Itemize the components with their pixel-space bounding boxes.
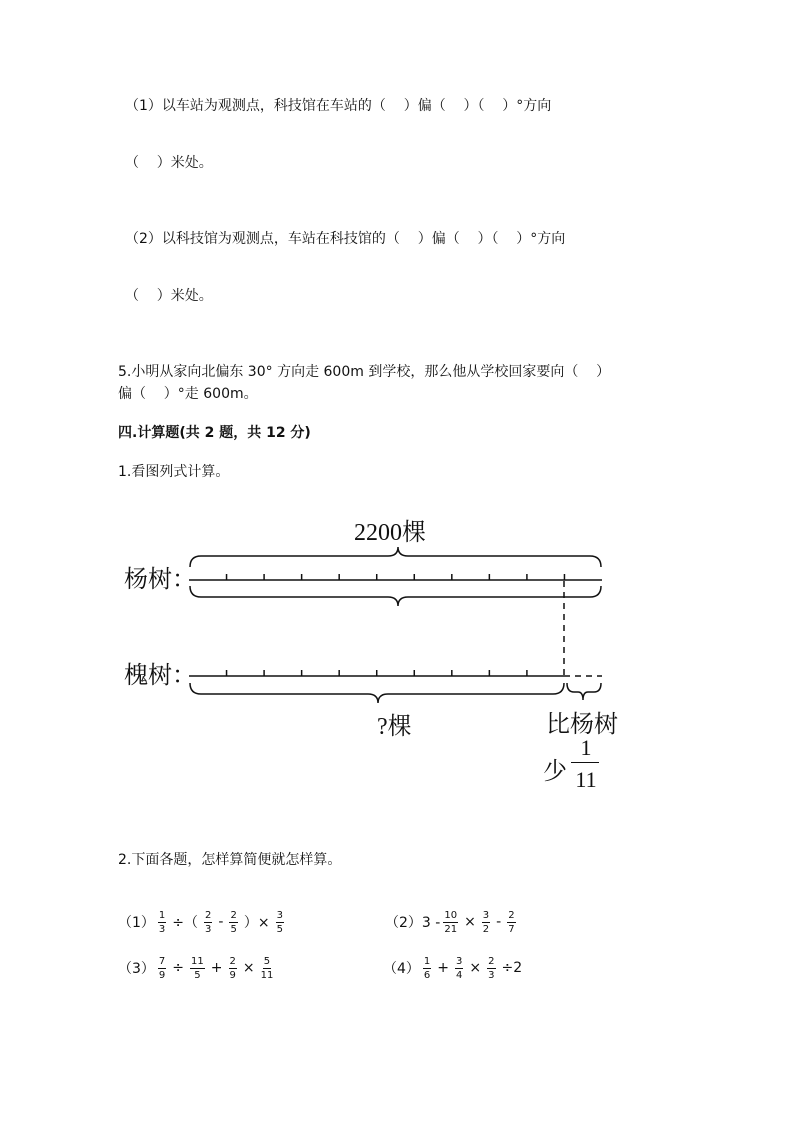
fraction: $\frac{11}{5}$ <box>191 955 204 981</box>
fraction: $\frac{3}{2}$ <box>482 909 490 935</box>
unknown-label: ?棵 <box>377 714 412 740</box>
operator: ）× <box>243 915 270 931</box>
problem-4-label: （4） <box>383 961 420 977</box>
fraction-denominator: 11 <box>575 767 597 792</box>
problem-4 <box>383 953 525 983</box>
fraction: $\frac{1}{3}$ <box>158 909 166 935</box>
operator: + <box>437 960 450 976</box>
compare-prefix: 少 <box>543 759 567 785</box>
total-brace <box>190 547 601 567</box>
section-title: 四.计算题(共 2 题，共 12 分) <box>118 425 311 441</box>
operator: + <box>210 960 223 976</box>
question-4-2-line1: （2）以科技馆为观测点，车站在科技馆的（ ）偏（ ）（ ）°方向 <box>125 231 566 247</box>
fraction: $\frac{2}{9}$ <box>229 955 236 981</box>
fraction: $\frac{2}{3}$ <box>205 909 212 935</box>
operator: - <box>218 914 224 930</box>
operator: ÷ <box>172 960 185 976</box>
poplar-under-brace <box>190 586 601 606</box>
question-4-2-line2: （ ）米处。 <box>125 288 213 304</box>
total-label: 2200棵 <box>354 520 426 546</box>
problem-3-label: （3） <box>118 961 155 977</box>
operator: ÷（ <box>172 915 199 931</box>
operator: ÷2 <box>501 960 523 976</box>
unknown-brace <box>190 683 564 703</box>
fraction: $\frac{2}{7}$ <box>508 909 515 935</box>
question-5-line1: 5.小明从家向北偏东 30° 方向走 600m 到学校，那么他从学校回家要向（ ） <box>118 364 611 380</box>
operator: × <box>469 960 482 976</box>
locust-ticks <box>227 670 527 676</box>
operator: × <box>242 960 255 976</box>
problem-2 <box>385 907 519 937</box>
problem-3 <box>118 953 276 983</box>
problem-1-label: （1） <box>118 915 155 931</box>
compare-label: 比杨树 <box>546 712 618 738</box>
fraction: $\frac{3}{5}$ <box>276 909 283 935</box>
question-5-line2: 偏（ ）°走 600m。 <box>118 386 258 402</box>
calc2-prompt: 2.下面各题，怎样算简便就怎样算。 <box>118 852 342 868</box>
problem-2-label: （2）3 - <box>385 915 441 931</box>
locust-label: 槐树： <box>124 663 196 689</box>
fraction: $\frac{1}{6}$ <box>423 955 431 981</box>
problem-1 <box>118 907 287 937</box>
question-4-1-line2: （ ）米处。 <box>125 155 213 171</box>
fraction-numerator: 1 <box>580 735 592 760</box>
operator: × <box>464 914 476 930</box>
difference-brace <box>567 683 601 700</box>
fraction: $\frac{10}{21}$ <box>444 909 458 935</box>
fraction: $\frac{5}{11}$ <box>260 955 274 981</box>
fraction: $\frac{2}{3}$ <box>488 955 495 981</box>
question-4-1-line1: （1）以车站为观测点，科技馆在车站的（ ）偏（ ）（ ）°方向 <box>125 98 552 114</box>
operator: - <box>496 914 502 930</box>
fraction: $\frac{3}{4}$ <box>456 955 463 981</box>
fraction-bar <box>571 762 599 763</box>
fraction: $\frac{2}{5}$ <box>230 909 237 935</box>
poplar-label: 杨树： <box>124 567 196 593</box>
fraction: $\frac{7}{9}$ <box>158 955 166 981</box>
poplar-ticks <box>227 574 565 580</box>
calc1-prompt: 1.看图列式计算。 <box>118 464 230 480</box>
